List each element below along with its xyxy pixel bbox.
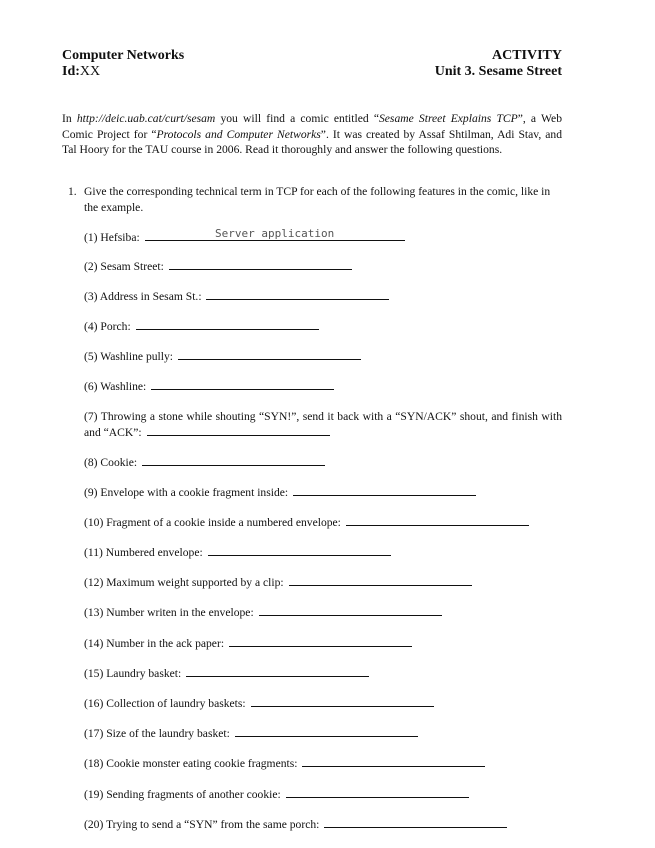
list-item	[84, 484, 476, 500]
intro-paragraph	[62, 111, 562, 158]
item-label: (10) Fragment of a cookie inside a numbered envelope:	[84, 516, 341, 529]
item-label: (3) Address in Sesam St.:	[84, 290, 202, 303]
item-label: (9) Envelope with a cookie fragment inside:	[84, 486, 289, 499]
answer-field[interactable]	[208, 544, 391, 556]
item-label: (16) Collection of laundry baskets:	[84, 697, 246, 710]
list-item	[84, 816, 507, 832]
list-item	[84, 544, 391, 560]
item-label: (7) Throwing a stone while shouting “SYN!”, send it back with a “SYN/ACK” shout, and finish with and “ACK”:	[84, 410, 562, 439]
answer-field[interactable]	[251, 695, 434, 707]
list-item	[84, 229, 405, 245]
answer-field[interactable]	[145, 229, 405, 241]
item-label: (14) Number in the ack paper:	[84, 637, 225, 650]
item-label: (19) Sending fragments of another cookie:	[84, 788, 281, 801]
answer-field[interactable]	[142, 454, 325, 466]
item-label: (18) Cookie monster eating cookie fragments:	[84, 757, 298, 770]
list-item	[84, 409, 562, 440]
intro-text-3: ”, a Web Comic Project for “	[62, 112, 562, 141]
answer-field[interactable]	[346, 514, 529, 526]
item-label: (1) Hefsiba:	[84, 231, 140, 244]
list-item	[84, 318, 319, 334]
list-item	[84, 574, 472, 590]
comic-title: Sesame Street Explains TCP	[378, 112, 518, 125]
comic-url-link[interactable]: http://deic.uab.cat/curt/sesam	[76, 112, 216, 125]
header-right	[435, 48, 562, 80]
list-item	[84, 786, 469, 802]
answer-field[interactable]	[186, 665, 369, 677]
list-item	[84, 604, 442, 620]
answer-field[interactable]	[169, 258, 352, 270]
answer-field[interactable]	[324, 816, 507, 828]
intro-text-2: you will find a comic entitled “	[215, 112, 379, 125]
list-item	[84, 695, 434, 711]
list-item	[84, 258, 352, 274]
answer-field[interactable]	[178, 348, 361, 360]
item-label: (4) Porch:	[84, 320, 131, 333]
item-label: (13) Number writen in the envelope:	[84, 606, 254, 619]
list-item	[84, 725, 418, 741]
course-title: Computer Networks	[62, 48, 185, 63]
answer-field[interactable]	[235, 725, 418, 737]
list-item	[84, 665, 369, 681]
list-item	[84, 348, 361, 364]
list-item	[84, 378, 334, 394]
list-item	[84, 454, 325, 470]
item-label: (5) Washline pully:	[84, 350, 174, 363]
item-label: (15) Laundry basket:	[84, 667, 182, 680]
answer-field[interactable]	[289, 574, 472, 586]
answer-field[interactable]	[206, 288, 389, 300]
answer-field[interactable]	[229, 635, 412, 647]
answer-field[interactable]	[302, 755, 485, 767]
answer-field[interactable]	[136, 318, 319, 330]
answer-field[interactable]	[286, 786, 469, 798]
item-label: (17) Size of the laundry basket:	[84, 727, 230, 740]
id-label: Id:	[62, 64, 80, 79]
answer-field[interactable]	[147, 424, 330, 436]
activity-label: ACTIVITY	[491, 48, 562, 63]
answer-field[interactable]	[259, 604, 442, 616]
header-left	[62, 48, 184, 80]
item-label: (12) Maximum weight supported by a clip:	[84, 576, 284, 589]
intro-text-4: ”. It was created by Assaf Shtilman, Adi Stav, and Tal Hoory for the TAU course in 2006. Read it thoroughly and answer the following questions.	[62, 127, 562, 156]
project-title: Protocols and Computer Networks	[156, 127, 321, 141]
question-1	[62, 184, 562, 215]
item-label: (8) Cookie:	[84, 456, 138, 469]
intro-text-1: In	[62, 112, 77, 125]
answer-value: Server application	[215, 227, 335, 240]
item-label: (6) Washline:	[84, 380, 147, 393]
student-id	[62, 64, 184, 80]
unit-title: Unit 3. Sesame Street	[434, 64, 562, 79]
question-text: Give the corresponding technical term in TCP for each of the following features in the comic, like in the example.	[84, 185, 551, 214]
item-label: (20) Trying to send a “SYN” from the same porch:	[84, 818, 320, 831]
item-label: (11) Numbered envelope:	[84, 546, 203, 559]
id-value: XX	[79, 64, 101, 79]
list-item	[84, 635, 412, 651]
answer-field[interactable]	[151, 378, 334, 390]
list-item	[84, 288, 389, 304]
item-label: (2) Sesam Street:	[84, 260, 164, 273]
answer-field[interactable]	[293, 484, 476, 496]
question-number: 1.	[68, 185, 77, 198]
list-item	[84, 514, 529, 530]
list-item	[84, 755, 485, 771]
